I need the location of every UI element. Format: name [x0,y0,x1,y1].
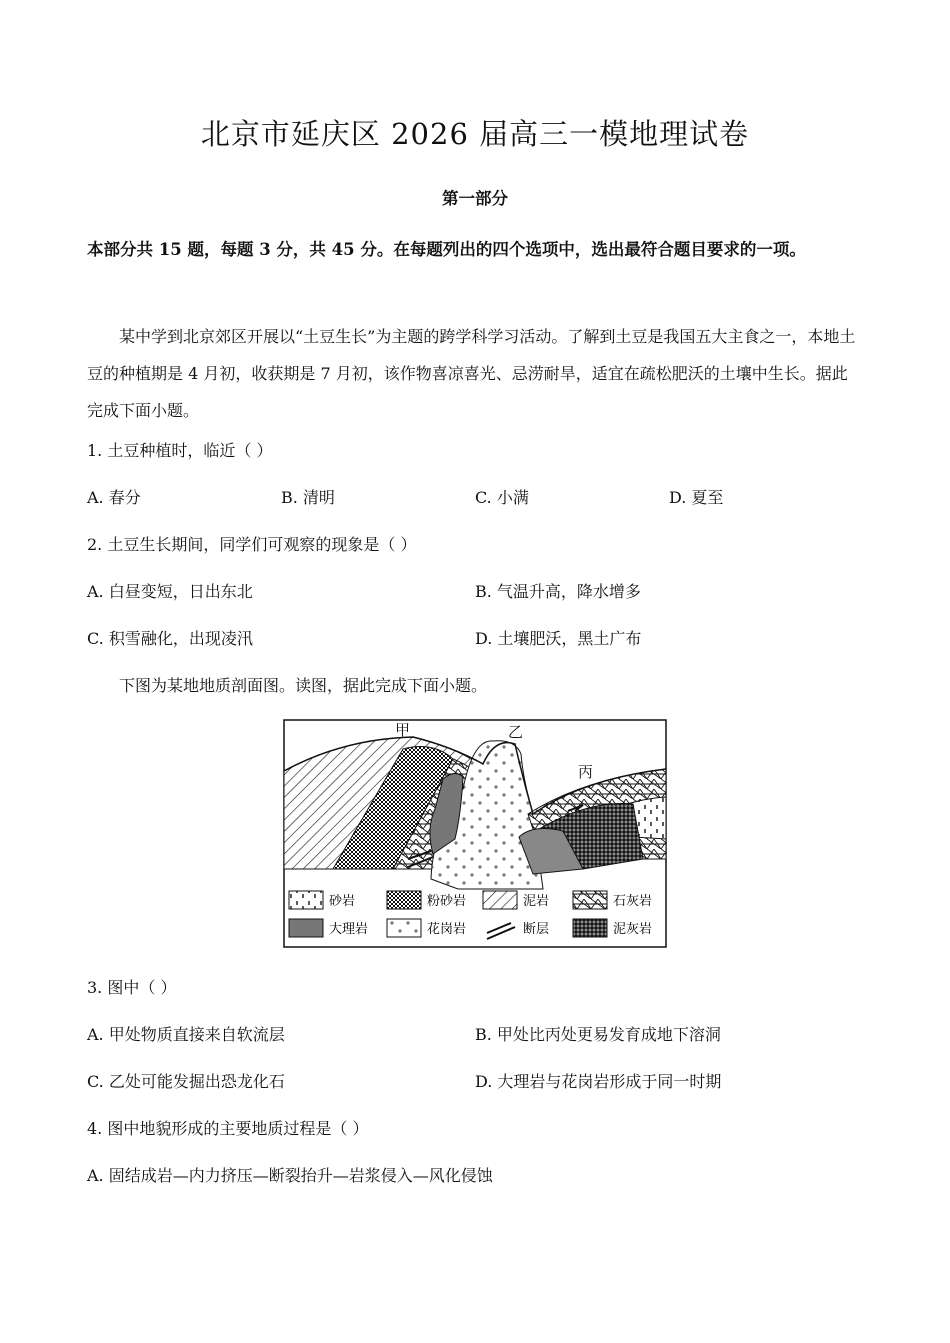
question-2-stem: 2. 土豆生长期间，同学们可观察的现象是（ ） [87,535,417,554]
legend-sandstone: 砂岩 [329,894,356,909]
q3-option-a: A. 甲处物质直接来自软流层 [87,1025,285,1044]
q1-option-a: A. 春分 [87,488,141,507]
q4-option-a: A. 固结成岩—内力挤压—断裂抬升—岩浆侵入—风化侵蚀 [87,1166,493,1185]
legend-granite: 花岗岩 [427,922,467,937]
legend-limestone: 石灰岩 [613,894,653,909]
q2-option-b: B. 气温升高，降水增多 [475,582,641,601]
q1-option-d: D. 夏至 [669,488,724,507]
q2-option-d: D. 土壤肥沃，黑土广布 [475,629,642,648]
question-3-stem: 3. 图中（ ） [87,978,177,997]
section-instructions: 本部分共 15 题，每题 3 分，共 45 分。在每题列出的四个选项中，选出最符合题目要求的一项。 [87,240,806,259]
part-heading: 第一部分 [442,189,508,208]
passage-potato: 某中学到北京郊区开展以“土豆生长”为主题的跨学科学习活动。了解到土豆是我国五大主食之一，本地土豆的种植期是 4 月初，收获期是 7 月初，该作物喜凉喜光、忌涝耐旱，适宜在疏松肥沃的土壤中生长。据此完成下面小题。 [87,327,856,420]
legend-mudstone: 泥岩 [523,894,550,909]
label-bing: 丙 [578,763,594,781]
exam-title: 北京市延庆区 2026 届高三一模地理试卷 [200,117,750,151]
label-jia: 甲 [395,721,411,739]
q2-option-a: A. 白昼变短，日出东北 [87,582,253,601]
q3-option-c: C. 乙处可能发掘出恐龙化石 [87,1072,285,1091]
legend-siltstone: 粉砂岩 [427,894,467,909]
q1-option-c: C. 小满 [475,488,529,507]
geologic-section-figure [283,719,667,948]
legend-marble: 大理岩 [329,922,369,937]
legend-marl: 泥灰岩 [613,922,653,937]
q3-option-b: B. 甲处比丙处更易发育成地下溶洞 [475,1025,721,1044]
q2-option-c: C. 积雪融化，出现凌汛 [87,629,253,648]
question-1-stem: 1. 土豆种植时，临近（ ） [87,441,273,460]
passage-geology: 下图为某地地质剖面图。读图，据此完成下面小题。 [119,676,488,695]
legend-fault: 断层 [523,922,550,937]
label-yi: 乙 [508,723,524,741]
question-4-stem: 4. 图中地貌形成的主要地质过程是（ ） [87,1119,369,1138]
q3-option-d: D. 大理岩与花岗岩形成于同一时期 [475,1072,722,1091]
q1-option-b: B. 清明 [281,488,335,507]
